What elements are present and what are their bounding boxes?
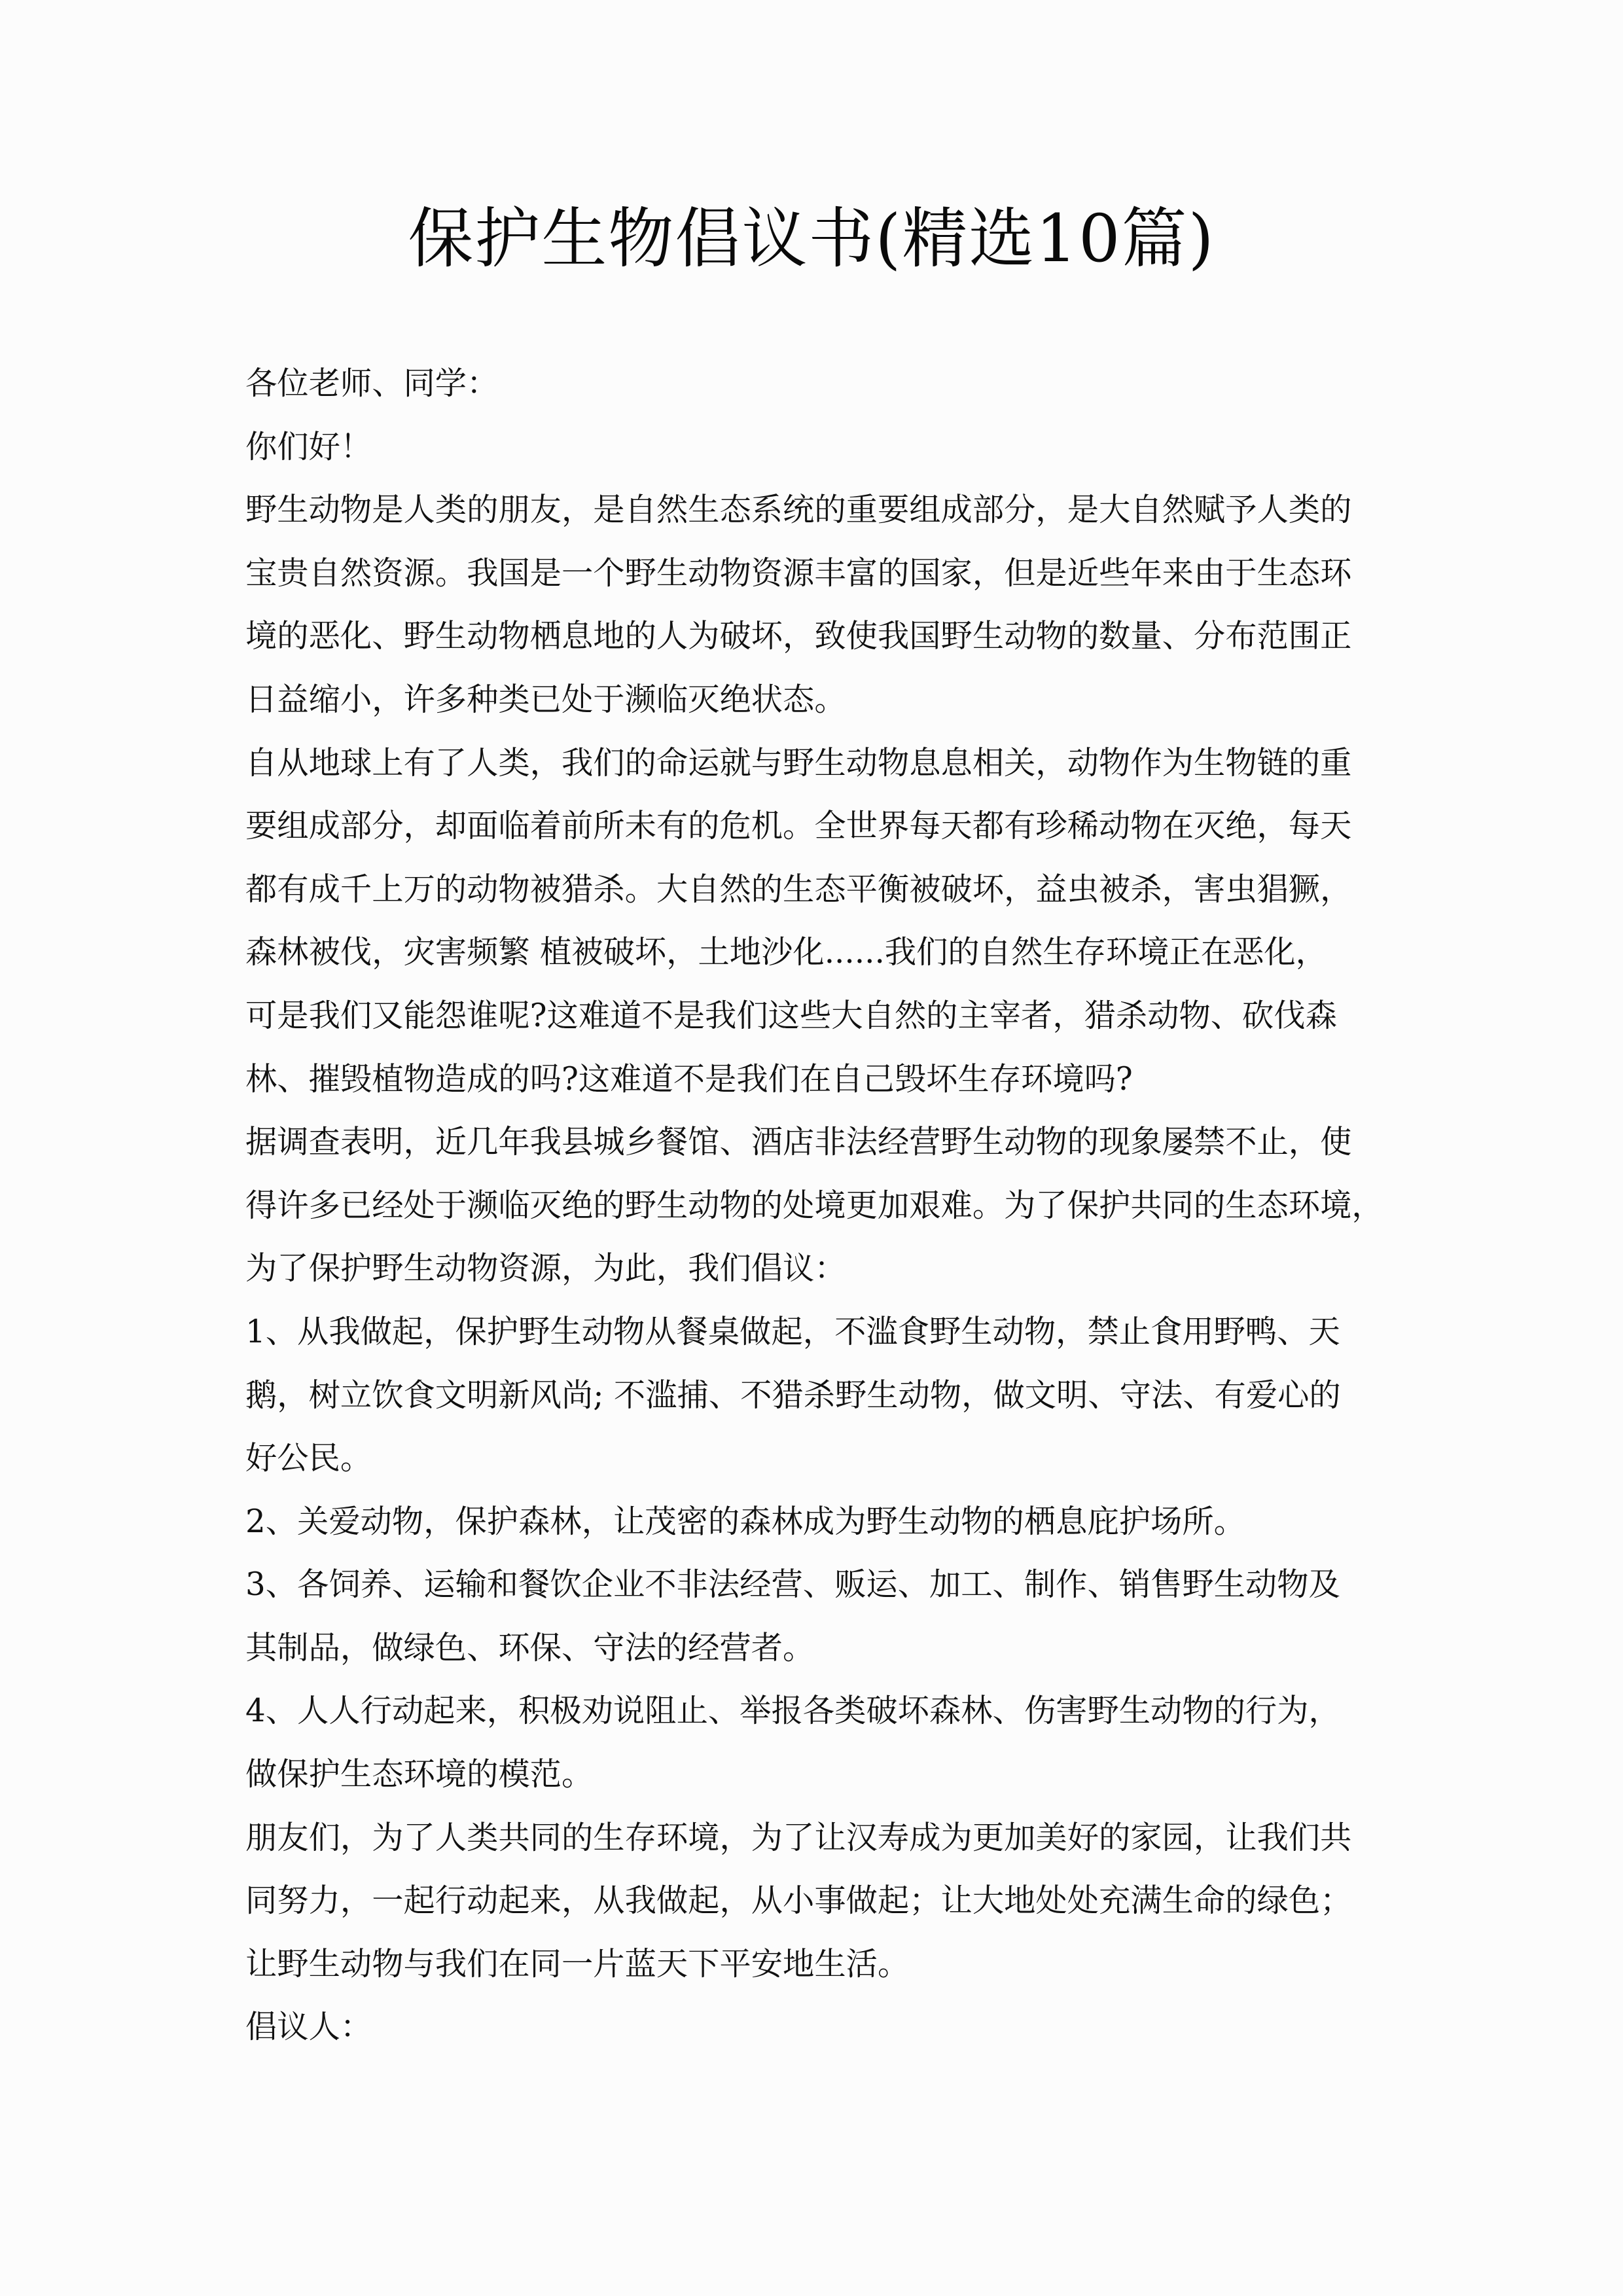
text-line: 据调查表明，近几年我县城乡餐馆、酒店非法经营野生动物的现象屡禁不止，使 (245, 1124, 1352, 1161)
text-line: 要组成部分，却面临着前所未有的危机。全世界每天都有珍稀动物在灭绝，每天 (245, 808, 1352, 845)
text-line: 都有成千上万的动物被猎杀。大自然的生态平衡被破坏，益虫被杀，害虫猖獗， (245, 870, 1352, 908)
text-line: 为了保护野生动物资源，为此，我们倡议： (245, 1250, 846, 1287)
text-line: 林、摧毁植物造成的吗?这难道不是我们在自己毁坏生存环境吗? (245, 1060, 1133, 1098)
text-line: 2、关爱动物，保护森林，让茂密的森林成为野生动物的栖息庇护场所。 (245, 1503, 1245, 1540)
document-title: 保护生物倡议书(精选10篇) (408, 200, 1215, 277)
paragraph-closing (245, 1806, 1383, 1996)
proposal-item-4 (245, 1679, 1383, 1806)
text-line: 野生动物是人类的朋友，是自然生态系统的重要组成部分，是大自然赋予人类的 (245, 492, 1352, 529)
text-line: 境的恶化、野生动物栖息地的人为破坏，致使我国野生动物的数量、分布范围正 (245, 618, 1352, 655)
text-line: 可是我们又能怨谁呢?这难道不是我们这些大自然的主宰者，猎杀动物、砍伐森 (245, 997, 1337, 1034)
proposal-item-3 (245, 1553, 1383, 1679)
salutation (245, 352, 1383, 416)
text-line: 森林被伐，灾害频繁 植被破坏，土地沙化......我们的自然生存环境正在恶化， (245, 934, 1327, 971)
text-line: 3、各饲养、运输和餐饮企业不非法经营、贩运、加工、制作、销售野生动物及 (245, 1566, 1340, 1604)
text-line: 日益缩小，许多种类已处于濒临灭绝状态。 (245, 681, 846, 718)
text-line: 让野生动物与我们在同一片蓝天下平安地生活。 (245, 1945, 910, 1982)
text-line: 宝贵自然资源。我国是一个野生动物资源丰富的国家，但是近些年来由于生态环 (245, 554, 1352, 592)
document-body (245, 352, 1383, 2059)
text-line: 各位老师、同学： (245, 365, 499, 402)
paragraph-intro (245, 478, 1383, 731)
text-line: 好公民。 (245, 1440, 372, 1477)
text-line: 1、从我做起，保护野生动物从餐桌做起，不滥食野生动物，禁止食用野鸭、天 (245, 1313, 1340, 1350)
proposal-item-1 (245, 1300, 1383, 1490)
text-line: 倡议人： (245, 2009, 372, 2046)
paragraph-crisis (245, 732, 1383, 1111)
text-line: 其制品，做绿色、环保、守法的经营者。 (245, 1629, 815, 1666)
text-line: 朋友们，为了人类共同的生存环境，为了让汉寿成为更加美好的家园，让我们共 (245, 1819, 1352, 1856)
text-line: 自从地球上有了人类，我们的命运就与野生动物息息相关，动物作为生物链的重 (245, 744, 1352, 781)
text-line: 得许多已经处于濒临灭绝的野生动物的处境更加艰难。为了保护共同的生态环境， (245, 1187, 1383, 1224)
proposal-item-2 (245, 1490, 1383, 1554)
greeting (245, 416, 1383, 479)
text-line: 同努力，一起行动起来，从我做起，从小事做起；让大地处处充满生命的绿色； (245, 1882, 1352, 1920)
text-line: 你们好！ (245, 428, 372, 465)
signature (245, 1996, 1383, 2059)
paragraph-survey (245, 1111, 1383, 1300)
text-line: 鹅，树立饮食文明新风尚; 不滥捕、不猎杀野生动物，做文明、守法、有爱心的 (245, 1376, 1341, 1414)
text-line: 4、人人行动起来，积极劝说阻止、举报各类破坏森林、伤害野生动物的行为， (245, 1693, 1340, 1730)
text-line: 做保护生态环境的模范。 (245, 1756, 594, 1793)
